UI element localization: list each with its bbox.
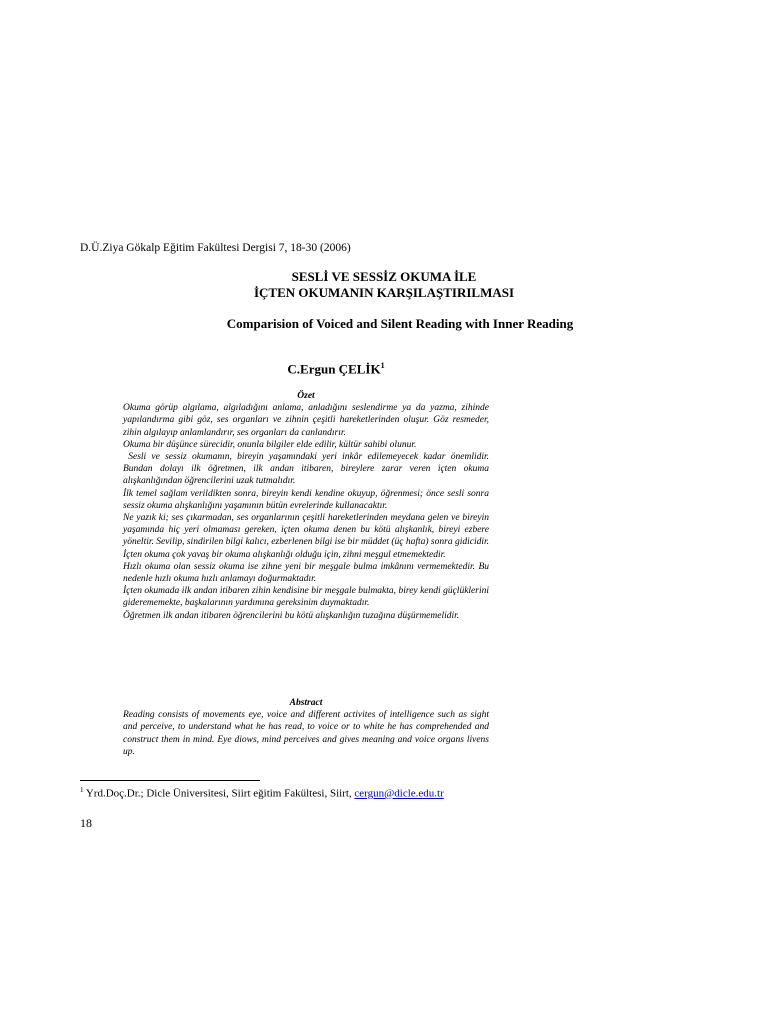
abstract-paragraph: Reading consists of movements eye, voice and different activites of intelligence such as sight and perceive, to understand what he has read, to voice or to white he has comprehended and construct them in mind. Eye diows, mind perceives and gives meaning and voice organs livens up. bbox=[123, 710, 489, 757]
paper-title-line-1: SESLİ VE SESSİZ OKUMA İLE bbox=[291, 269, 477, 284]
journal-header: D.Ü.Ziya Gökalp Eğitim Fakültesi Dergisi 7, 18-30 (2006) bbox=[80, 242, 351, 254]
ozet-paragraph: İçten okumada ilk andan itibaren zihin kendisine bir meşgale bulmakta, birey kendi güçlüklerini giderememekte, başkalarının yardımına gereksinim duymaktadır. bbox=[123, 586, 489, 609]
ozet-paragraph: Öğretmen ilk andan itibaren öğrencilerini bu kötü alışkanlığın tuzağına düşürmemelidir. bbox=[123, 610, 460, 621]
ozet-paragraph: Hızlı okuma olan sessiz okuma ise zihne yeni bir meşgale bulma imkânını vermemektedir. Bu nedenle hızlı okuma hızlı anlamayı doğurmaktadır. bbox=[123, 561, 489, 585]
author-footnote-mark: 1 bbox=[380, 361, 385, 370]
ozet-paragraph: Sesli ve sessiz okumanın, bireyin yaşamındaki yeri inkâr edilemeyecek kadar önemlidir. Bundan dolayı ilk öğretmen, ilk andan itibaren, bireylere zarar veren içten okuma alışkanlığından öğrencilerini uzak tutmalıdır. bbox=[123, 452, 492, 487]
ozet-paragraph: İlk temel sağlam verildikten sonra, bireyin kendi kendine okuyup, öğrenmesi; önce sesli sonra sessiz okuma alışkanlığını yaşamının bütün evrelerinde kullanacaktır. bbox=[123, 488, 489, 511]
footnote-divider bbox=[80, 780, 260, 781]
ozet-paragraph: Ne yazık ki; ses çıkarmadan, ses organlarının çeşitli hareketlerinden meydana gelen ve bireyin yaşamında hiç yeri olmaması gereken, içten okuma denen bu kötü alışkanlık, bireyi ezbere yöneltir. Sevilip, sindirilen bilgi kalıcı, ezberlenen bilgi ise bir müddet (üç hafta) sonra gidicidir. İçten okuma çok yavaş bir okuma alışkanlığı olduğu için, zihni meşgul etmemektedir. bbox=[123, 513, 489, 560]
paper-title-line-2: İÇTEN OKUMANIN KARŞILAŞTIRILMASI bbox=[253, 285, 515, 300]
page-number: 18 bbox=[80, 816, 92, 830]
ozet-heading: Özet bbox=[297, 391, 315, 401]
paper-title bbox=[0, 269, 768, 301]
ozet-section bbox=[123, 390, 492, 622]
author-line bbox=[226, 361, 446, 377]
english-title: Comparision of Voiced and Silent Reading with Inner Reading bbox=[226, 316, 574, 331]
author-name: C.Ergun ÇELİK bbox=[287, 361, 381, 377]
footnote bbox=[80, 786, 444, 800]
footnote-mark: 1 bbox=[80, 786, 84, 794]
footnote-text: Yrd.Doç.Dr.; Dicle Üniversitesi, Siirt eğitim Fakültesi, Siirt, bbox=[83, 787, 355, 800]
abstract-heading: Abstract bbox=[289, 698, 323, 708]
ozet-paragraph: Okuma bir düşünce sürecidir, onunla bilgiler elde edilir, kültür sahibi olunur. bbox=[123, 439, 417, 450]
ozet-paragraph: Okuma görüp algılama, algıladığını anlama, anladığını seslendirme ya da yazma, zihinde yapılandırma gibi göz, ses organları ve zihnin çeşitli hareketlerinden oluşur. Göz resmeder, zihin algılayıp anlamlandırır, ses organları da canlandırır. bbox=[123, 403, 489, 438]
abstract-section bbox=[123, 697, 489, 758]
author-email-link[interactable]: cergun@dicle.edu.tr bbox=[354, 787, 444, 800]
